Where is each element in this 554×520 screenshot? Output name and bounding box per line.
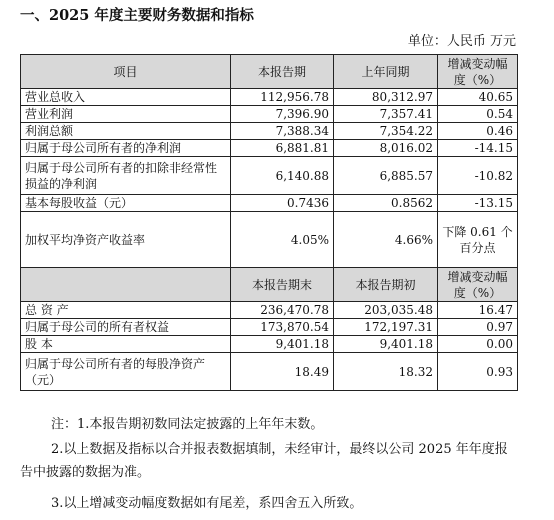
change-value: -13.15 — [438, 195, 518, 212]
current-value: 0.7436 — [231, 195, 334, 212]
current-value: 6,140.88 — [231, 157, 334, 195]
current-value: 9,401.18 — [231, 336, 334, 353]
current-value: 6,881.81 — [231, 140, 334, 157]
row-label: 营业利润 — [21, 106, 231, 123]
change-value: 0.54 — [438, 106, 518, 123]
row-label: 加权平均净资产收益率 — [21, 212, 231, 268]
financial-data-table — [20, 54, 518, 391]
current-value: 236,470.78 — [231, 302, 334, 319]
header-prior-period: 上年同期 — [334, 55, 438, 89]
prior-value: 172,197.31 — [334, 319, 438, 336]
row-label: 归属于母公司所有者的每股净资产（元） — [21, 353, 231, 391]
section-heading: 一、2025 年度主要财务数据和指标 — [20, 7, 254, 24]
row-label: 归属于母公司的所有者权益 — [21, 319, 231, 336]
change-value: 下降 0.61 个百分点 — [438, 212, 518, 268]
change-value: 0.97 — [438, 319, 518, 336]
note-1: 注：1.本报告期初数同法定披露的上年年末数。 — [51, 417, 324, 432]
row-label: 利润总额 — [21, 123, 231, 140]
current-value: 7,396.90 — [231, 106, 334, 123]
header-current-period: 本报告期 — [231, 55, 334, 89]
table-row — [21, 353, 518, 391]
unit-label: 单位：人民币 万元 — [407, 34, 516, 49]
table-header-row — [21, 55, 518, 89]
header-change-rate: 增减变动幅度（%） — [438, 268, 518, 302]
change-value: -14.15 — [438, 140, 518, 157]
prior-value: 18.32 — [334, 353, 438, 391]
header-period-start: 本报告期初 — [334, 268, 438, 302]
table-row — [21, 157, 518, 195]
table-row — [21, 212, 518, 268]
table-row — [21, 140, 518, 157]
row-label: 股 本 — [21, 336, 231, 353]
table-row — [21, 89, 518, 106]
row-label: 营业总收入 — [21, 89, 231, 106]
change-value: 16.47 — [438, 302, 518, 319]
table-row — [21, 123, 518, 140]
row-label: 归属于母公司所有者的扣除非经常性损益的净利润 — [21, 157, 231, 195]
prior-value: 7,354.22 — [334, 123, 438, 140]
current-value: 112,956.78 — [231, 89, 334, 106]
prior-value: 0.8562 — [334, 195, 438, 212]
prior-value: 7,357.41 — [334, 106, 438, 123]
current-value: 7,388.34 — [231, 123, 334, 140]
prior-value: 4.66% — [334, 212, 438, 268]
header-blank — [21, 268, 231, 302]
row-label: 基本每股收益（元） — [21, 195, 231, 212]
header-period-end: 本报告期末 — [231, 268, 334, 302]
current-value: 4.05% — [231, 212, 334, 268]
change-value: -10.82 — [438, 157, 518, 195]
table-row — [21, 319, 518, 336]
table-row — [21, 106, 518, 123]
prior-value: 6,885.57 — [334, 157, 438, 195]
table-row — [21, 302, 518, 319]
prior-value: 9,401.18 — [334, 336, 438, 353]
prior-value: 80,312.97 — [334, 89, 438, 106]
row-label: 归属于母公司所有者的净利润 — [21, 140, 231, 157]
prior-value: 8,016.02 — [334, 140, 438, 157]
row-label: 总 资 产 — [21, 302, 231, 319]
header-change-rate: 增减变动幅度（%） — [438, 55, 518, 89]
table-row — [21, 195, 518, 212]
change-value: 0.00 — [438, 336, 518, 353]
current-value: 18.49 — [231, 353, 334, 391]
change-value: 40.65 — [438, 89, 518, 106]
change-value: 0.46 — [438, 123, 518, 140]
note-3: 3.以上增减变动幅度数据如有尾差，系四舍五入所致。 — [51, 496, 363, 511]
table-row — [21, 336, 518, 353]
table-header-row — [21, 268, 518, 302]
prior-value: 203,035.48 — [334, 302, 438, 319]
note-2: 2.以上数据及指标以合并报表数据填制，未经审计，最终以公司 2025 年年度报告中披露的数据为准。 — [20, 442, 508, 480]
change-value: 0.93 — [438, 353, 518, 391]
current-value: 173,870.54 — [231, 319, 334, 336]
header-item: 项目 — [21, 55, 231, 89]
